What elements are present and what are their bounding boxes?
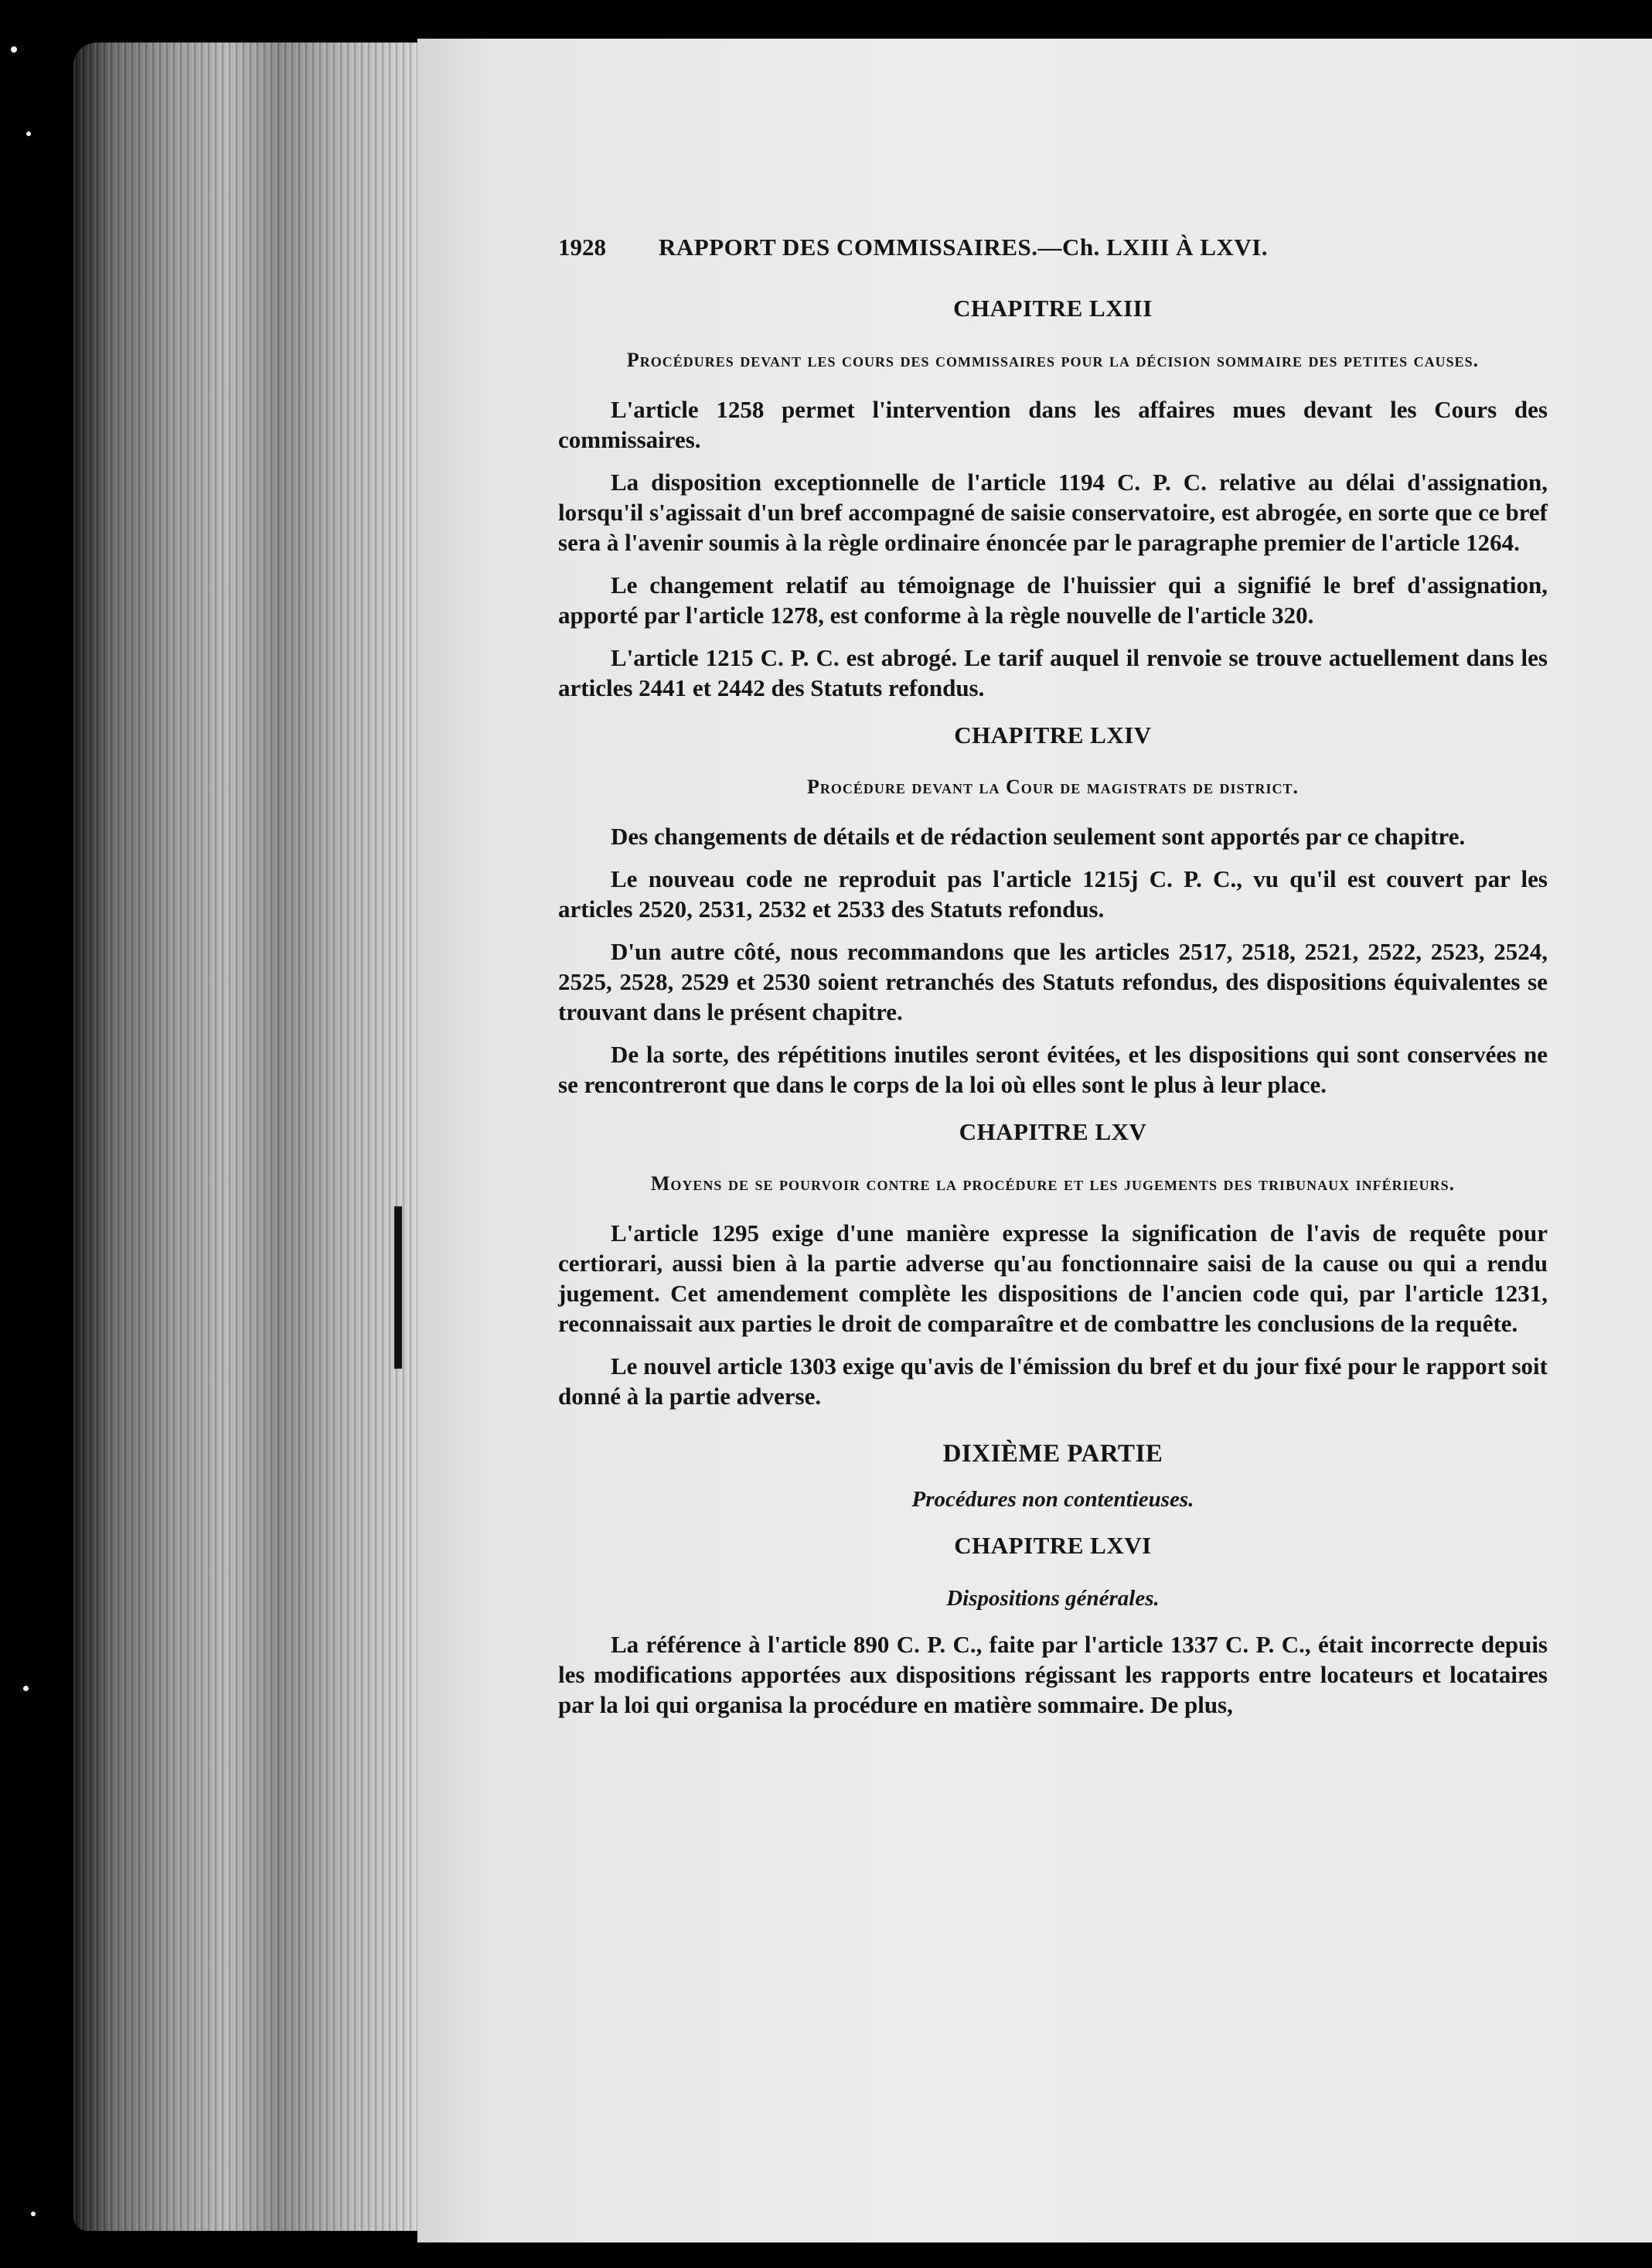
chapter-subtitle: Procédure devant la Cour de magistrats de district.: [806, 776, 1299, 798]
book-page: [417, 39, 1652, 2242]
book-page-edges: [73, 43, 417, 2231]
chapter-lxvi: [558, 1530, 1548, 1720]
chapter-lxv: [558, 1117, 1548, 1411]
paragraph: De la sorte, des répétitions inutiles seront évitées, et les dispositions qui sont conservées ne se rencontreront que dans le corps de la loi où elles sont le plus à leur place.: [558, 1041, 1548, 1098]
paragraph: La référence à l'article 890 C. P. C., faite par l'article 1337 C. P. C., était incorrecte depuis les modifications apportées aux dispositions régissant les rapports entre locateurs et locataires par la loi qui organisa la procédure en matière sommaire. De plus,: [558, 1631, 1548, 1718]
chapter-title: CHAPITRE LXIV: [954, 721, 1152, 749]
chapter-subtitle: Moyens de se pourvoir contre la procédure et les jugements des tribunaux inférieurs.: [650, 1172, 1456, 1195]
chapter-subtitle: Dispositions générales.: [946, 1586, 1160, 1611]
paragraph: L'article 1295 exige d'une manière expresse la signification de l'avis de requête pour certiorari, aussi bien à la partie adverse qu'au fonctionnaire saisi de la cause ou qui a rendu jugement. Cet amendement complète les dispositions de l'ancien code qui, par l'article 1231, reconnaissait aux parties le droit de comparaître et de combattre les conclusions de la requête.: [558, 1219, 1548, 1337]
paragraph: Le nouvel article 1303 exige qu'avis de l'émission du bref et du jour fixé pour le rapport soit donné à la partie adverse.: [558, 1352, 1548, 1410]
running-head: RAPPORT DES COMMISSAIRES.—Ch. LXIII À LXVI.: [659, 234, 1269, 261]
chapter-lxiii: [558, 293, 1548, 703]
paragraph: Des changements de détails et de rédaction seulement sont apportés par ce chapitre.: [611, 823, 1466, 850]
page-number: 1928: [558, 234, 606, 261]
paragraph: La disposition exceptionnelle de l'article 1194 C. P. C. relative au délai d'assignation, lorsqu'il s'agissait d'un bref accompagné de saisie conservatoire, est abrogée, en sorte que ce bref sera à l'avenir soumis à la règle ordinaire énoncée par le paragraphe premier de l'article 1264.: [558, 469, 1548, 556]
paragraph: D'un autre côté, nous recommandons que les articles 2517, 2518, 2521, 2522, 2523, 2524, 2525, 2528, 2529 et 2530 soient retranchés des Statuts refondus, des dispositions équivalentes se trouvant dans le présent chapitre.: [558, 938, 1548, 1025]
scan-speck: [31, 2212, 36, 2216]
chapter-subtitle: Procédures devant les cours des commissaires pour la décision sommaire des petites causes.: [626, 349, 1480, 371]
paragraph: L'article 1215 C. P. C. est abrogé. Le tarif auquel il renvoie se trouve actuellement dans les articles 2441 et 2442 des Statuts refondus.: [558, 644, 1548, 701]
part-title: DIXIÈME PARTIE: [942, 1440, 1163, 1468]
chapter-lxiv: [558, 720, 1548, 1100]
paragraph: L'article 1258 permet l'intervention dans les affaires mues devant les Cours des commissaires.: [558, 396, 1548, 453]
part-subtitle: Procédures non contentieuses.: [911, 1487, 1194, 1512]
paragraph: Le nouveau code ne reproduit pas l'article 1215j C. P. C., vu qu'il est couvert par les articles 2520, 2531, 2532 et 2533 des Statuts refondus.: [558, 865, 1548, 923]
paragraph: Le changement relatif au témoignage de l'huissier qui a signifié le bref d'assignation, apporté par l'article 1278, est conforme à la règle nouvelle de l'article 320.: [558, 571, 1548, 629]
chapter-title: CHAPITRE LXV: [959, 1118, 1147, 1145]
running-header: [558, 232, 1548, 262]
page-content: [558, 232, 1548, 1732]
scan-speck: [23, 1686, 29, 1691]
scan-speck: [26, 131, 31, 136]
chapter-title: CHAPITRE LXVI: [954, 1532, 1152, 1559]
spine-shadow: [394, 1206, 402, 1369]
chapter-title: CHAPITRE LXIII: [953, 295, 1153, 322]
scan-speck: [11, 46, 17, 53]
part-dixieme: [558, 1439, 1548, 1515]
